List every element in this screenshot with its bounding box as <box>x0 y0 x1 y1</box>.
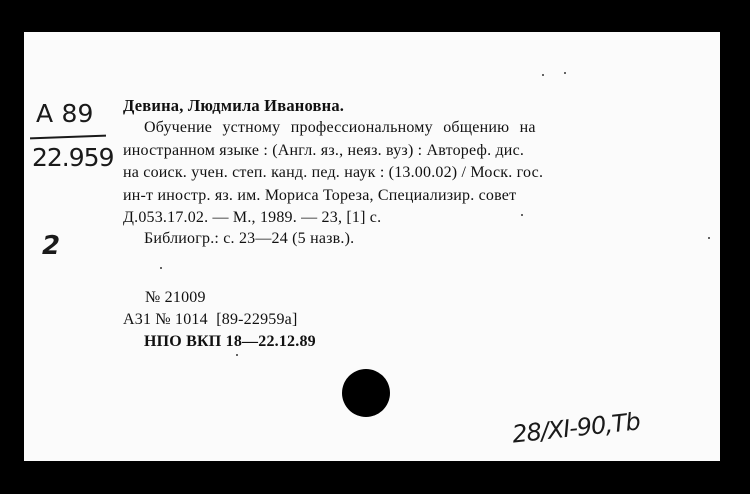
scan-speck <box>160 267 162 269</box>
record-number: № 21009 <box>145 289 206 306</box>
scan-speck <box>564 72 566 74</box>
scan-speck <box>708 237 710 239</box>
record-code: А31 № 1014 [89-22959а] <box>123 311 298 328</box>
call-number-bottom: 22.959 <box>32 143 114 172</box>
catalog-card <box>24 32 720 461</box>
bibliography-line: Библиогр.: с. 23—24 (5 назв.). <box>144 230 355 247</box>
scan-speck <box>521 214 523 216</box>
entry-line-5: Д.053.17.02. — М., 1989. — 23, [1] с. <box>123 209 382 226</box>
npo-line: НПО ВКП 18—22.12.89 <box>144 333 316 350</box>
call-number-top: A 89 <box>36 99 94 128</box>
handwritten-note: 28/XI-90,Tb <box>510 407 641 449</box>
scan-speck <box>236 354 238 356</box>
entry-line-2: иностранном языке : (Англ. яз., неяз. вуз) : Автореф. дис. <box>123 142 525 159</box>
scan-speck <box>542 74 544 76</box>
entry-line-3: на соиск. учен. степ. канд. пед. наук : (13.00.02) / Моск. гос. <box>123 164 544 181</box>
handwritten-mark: 2 <box>42 231 61 261</box>
entry-line-4: ин-т иностр. яз. им. Мориса Тореза, Специализир. совет <box>123 187 517 204</box>
call-number-divider <box>30 135 106 140</box>
punch-hole <box>342 369 390 417</box>
author-name: Девина, Людмила Ивановна. <box>123 96 345 115</box>
entry-line-1: Обучение устному профессиональному общению на <box>144 119 536 136</box>
